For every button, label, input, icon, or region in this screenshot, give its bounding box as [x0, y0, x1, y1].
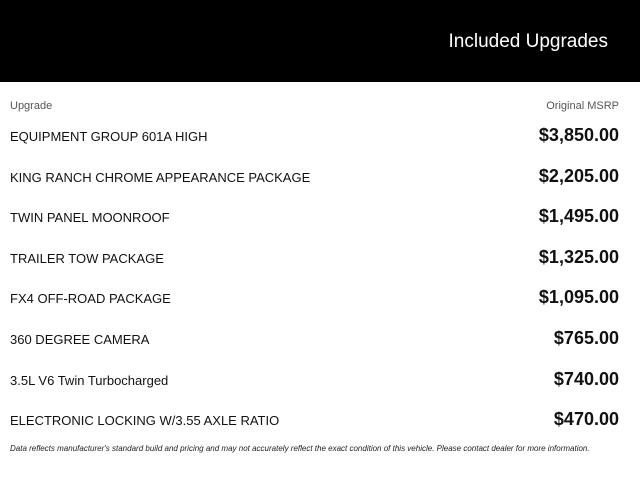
upgrade-price: $470.00	[553, 409, 619, 430]
upgrade-price: $1,095.00	[538, 287, 619, 308]
upgrade-price: $740.00	[553, 368, 619, 389]
upgrade-price: $1,325.00	[538, 246, 619, 267]
upgrade-name: TRAILER TOW PACKAGE	[10, 250, 164, 266]
upgrade-name: EQUIPMENT GROUP 601A HIGH	[10, 129, 208, 144]
upgrade-row	[0, 368, 640, 409]
upgrade-price: $3,850.00	[538, 125, 619, 145]
upgrade-row	[0, 205, 640, 246]
upgrade-price: $2,205.00	[538, 165, 619, 186]
upgrade-row	[0, 246, 640, 287]
upgrades-list	[0, 124, 640, 449]
upgrade-name: KING RANCH CHROME APPEARANCE PACKAGE	[10, 169, 311, 185]
header-bar	[0, 0, 640, 82]
column-headers	[0, 100, 640, 124]
upgrade-name: 3.5L V6 Twin Turbocharged	[10, 372, 169, 388]
upgrade-name: ELECTRONIC LOCKING W/3.55 AXLE RATIO	[10, 413, 280, 429]
upgrade-price: $1,495.00	[538, 206, 619, 227]
upgrade-name: 360 DEGREE CAMERA	[10, 331, 150, 347]
disclaimer-text: Data reflects manufacturer's standard build and pricing and may not accurately reflect the exact condition of this vehicle. Please contact dealer for more information.	[10, 444, 590, 453]
upgrade-row	[0, 124, 640, 165]
column-header-msrp: Original MSRP	[546, 100, 619, 112]
upgrade-name: FX4 OFF-ROAD PACKAGE	[10, 291, 171, 307]
upgrade-row	[0, 327, 640, 368]
upgrade-row	[0, 286, 640, 327]
upgrade-row	[0, 408, 640, 449]
upgrade-row	[0, 165, 640, 206]
column-header-upgrade: Upgrade	[10, 100, 53, 112]
page-title: Included Upgrades	[448, 31, 608, 52]
upgrade-price: $765.00	[553, 327, 619, 348]
upgrade-name: TWIN PANEL MOONROOF	[10, 210, 170, 226]
